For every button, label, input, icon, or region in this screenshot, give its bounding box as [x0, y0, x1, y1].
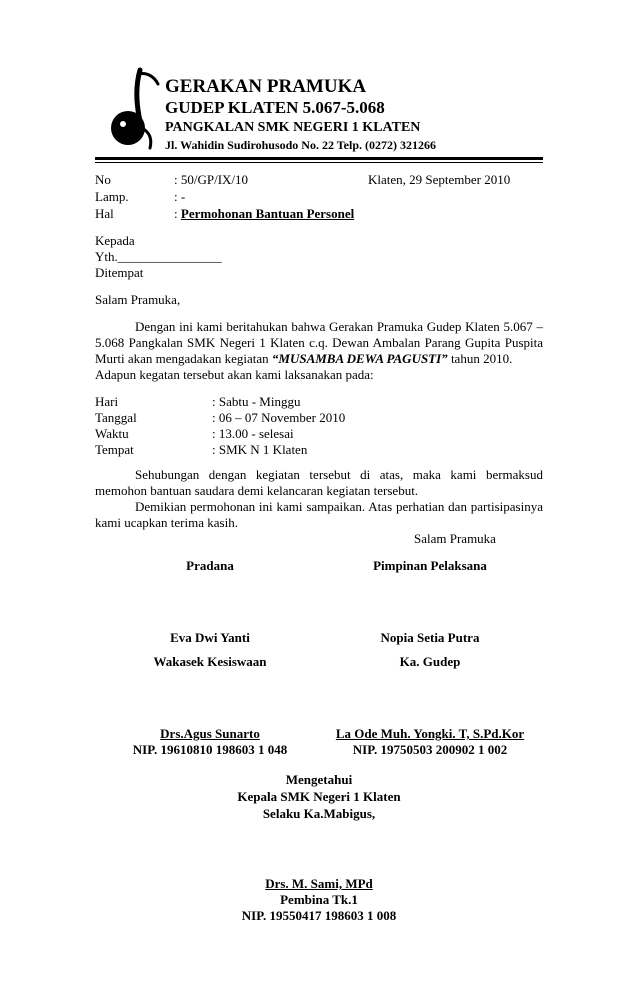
final-signer-name-text: Drs. M. Sami, MPd	[265, 876, 373, 891]
p3-text: Sehubungan dengan kegiatan tersebut di atas, maka kami bermaksud memohon bantuan saudara demi kelancaran kegiatan tersebut.	[95, 467, 543, 499]
right-role: Pimpinan Pelaksana	[373, 558, 487, 573]
recipient-kepada: Kepada	[95, 233, 135, 248]
schedule-label: Tempat	[95, 442, 134, 457]
event-name: “MUSAMBA DEWA PAGUSTI”	[271, 351, 448, 367]
letterhead-title: GERAKAN PRAMUKA	[165, 76, 367, 97]
letterhead-gudep: GUDEP KLATEN 5.067-5.068	[165, 98, 385, 117]
lamp-label: Lamp.	[95, 189, 129, 204]
schedule-value: : SMK N 1 Klaten	[212, 442, 308, 457]
hal-label: Hal	[95, 206, 114, 221]
p4-text: Demikian permohonan ini kami sampaikan. Atas perhatian dan partisipasinya kami ucapkan terima kasih.	[95, 499, 543, 531]
right-signer2-name	[300, 726, 560, 742]
right-signer2-name-text: La Ode Muh. Yongki. T, S.Pd.Kor	[335, 726, 525, 741]
final-signer-nip: NIP. 19550417 198603 1 008	[241, 908, 397, 923]
final-signer-title: Pembina Tk.1	[280, 892, 358, 907]
left-role: Pradana	[186, 558, 234, 573]
letterhead-pangkalan: PANGKALAN SMK NEGERI 1 KLATEN	[165, 120, 421, 135]
kepala-sekolah: Kepala SMK Negeri 1 Klaten	[237, 789, 401, 804]
left-signer2-nip: NIP. 19610810 198603 1 048	[132, 742, 288, 757]
schedule-value: : 06 – 07 November 2010	[212, 410, 346, 425]
schedule-label: Hari	[95, 394, 119, 409]
hal-subject: Permohonan Bantuan Personel	[180, 206, 355, 221]
left-signer-title: Wakasek Kesiswaan	[153, 654, 267, 669]
left-signer2-name-text: Drs.Agus Sunarto	[160, 726, 260, 741]
right-signer-name: Nopia Setia Putra	[380, 630, 480, 645]
p1-tail: tahun 2010.	[447, 351, 513, 367]
no-value: : 50/GP/IX/10	[174, 172, 249, 187]
closing-salam: Salam Pramuka	[414, 531, 496, 546]
mengetahui: Mengetahui	[285, 772, 353, 787]
body-paragraph-1	[95, 319, 543, 368]
left-signer-name: Eva Dwi Yanti	[170, 630, 250, 645]
selaku-mabigus: Selaku Ka.Mabigus,	[262, 806, 376, 821]
greeting: Salam Pramuka,	[95, 292, 181, 307]
body-paragraph-4	[95, 499, 543, 531]
schedule-label: Tanggal	[95, 410, 137, 425]
schedule-value: : 13.00 - selesai	[212, 426, 294, 441]
body-paragraph-3	[95, 467, 543, 499]
schedule-label: Waktu	[95, 426, 129, 441]
letterhead-address: Jl. Wahidin Sudirohusodo No. 22 Telp. (0272) 321266	[165, 138, 436, 152]
no-label: No	[95, 172, 111, 187]
body-paragraph-2: Adapun kegatan tersebut akan kami laksanakan pada:	[95, 367, 374, 382]
right-signer2-nip: NIP. 19750503 200902 1 002	[352, 742, 508, 757]
schedule-value: : Sabtu - Minggu	[212, 394, 301, 409]
p1-text: Dengan ini kami beritahukan bahwa Gerakan Pramuka Gudep Klaten 5.067 – 5.068 Pangkalan SMK Negeri 1 Klaten c.q. Dewan Ambalan Parang Gupita Puspita Murti akan mengadakan kegiatan	[95, 319, 543, 367]
letterhead-divider-thin	[95, 162, 543, 163]
final-signer-name	[0, 876, 638, 892]
tunas-kelapa-logo-icon	[106, 66, 164, 152]
hal-colon: :	[174, 206, 181, 221]
hal-value	[174, 206, 354, 222]
letterhead-divider	[95, 157, 543, 160]
recipient-ditempat: Ditempat	[95, 265, 144, 280]
right-signer-title: Ka. Gudep	[399, 654, 461, 669]
recipient-yth: Yth.________________	[95, 249, 222, 264]
letter-date: Klaten, 29 September 2010	[368, 172, 511, 187]
lamp-value: : -	[174, 189, 186, 204]
